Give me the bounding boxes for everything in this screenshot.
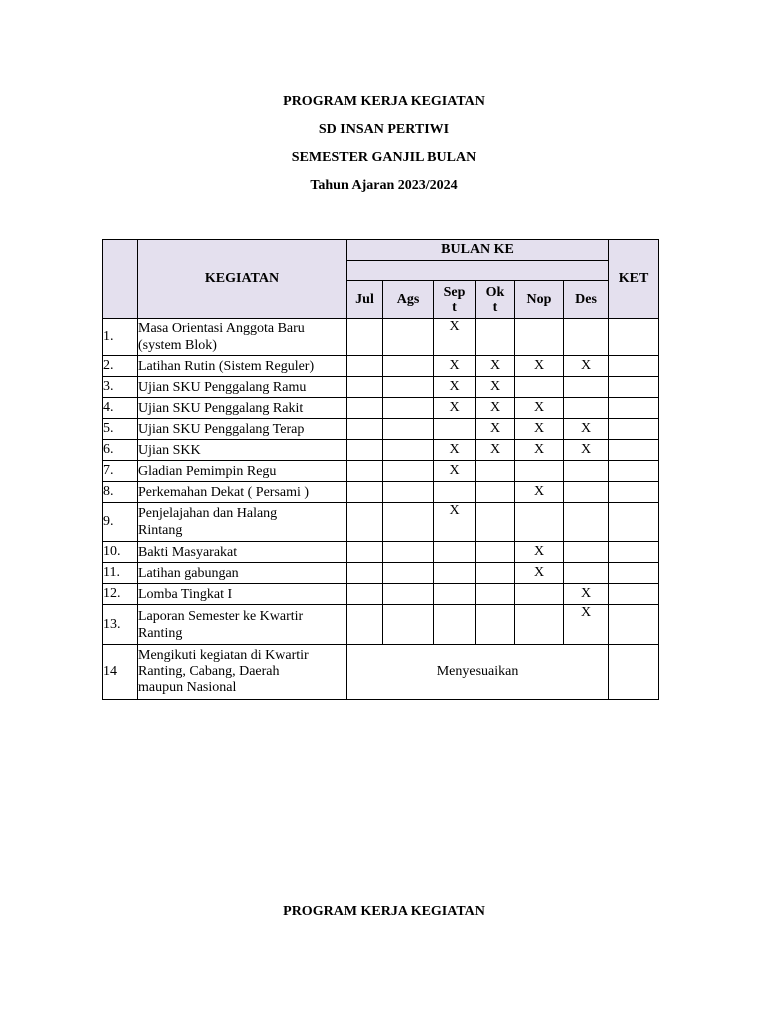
month-mark-cell [383, 398, 434, 419]
header-ket: KET [609, 240, 659, 319]
month-mark-cell [564, 377, 609, 398]
activity-text: Lomba Tingkat I [138, 586, 233, 602]
month-mark-cell: X [434, 461, 476, 482]
ket-cell [609, 398, 659, 419]
ket-cell [609, 503, 659, 542]
activity-cell [138, 398, 347, 419]
activity-text: Bakti Masyarakat [138, 544, 238, 560]
ket-cell [609, 645, 659, 700]
month-mark-cell [383, 440, 434, 461]
month-mark-cell [347, 398, 383, 419]
activity-cell [138, 377, 347, 398]
activity-program-table [102, 239, 659, 700]
month-mark-cell: X [564, 584, 609, 605]
activity-cell [138, 356, 347, 377]
header-month-des: Des [564, 281, 609, 319]
month-mark-cell [434, 605, 476, 645]
activity-cell [138, 482, 347, 503]
month-mark-cell [434, 542, 476, 563]
table-row [103, 482, 659, 503]
month-mark-cell: X [434, 398, 476, 419]
row-number: 8. [103, 482, 138, 503]
month-mark-cell [383, 605, 434, 645]
month-mark-cell: X [515, 419, 564, 440]
month-mark-cell [347, 419, 383, 440]
month-mark-cell: X [515, 563, 564, 584]
month-mark-cell [564, 563, 609, 584]
month-mark-cell: X [434, 356, 476, 377]
month-mark-cell [476, 482, 515, 503]
month-mark-cell [476, 584, 515, 605]
activity-cell [138, 584, 347, 605]
month-mark-cell: X [515, 398, 564, 419]
activity-cell [138, 563, 347, 584]
activity-text: Masa Orientasi Anggota Baru [138, 321, 305, 336]
header-activity: KEGIATAN [138, 240, 347, 319]
month-mark-cell [383, 356, 434, 377]
row-number: 4. [103, 398, 138, 419]
month-mark-cell: X [434, 377, 476, 398]
activity-text-continued: Rintang [138, 523, 183, 538]
activity-cell [138, 503, 347, 542]
activity-text: Mengikuti kegiatan di Kwartir [138, 648, 309, 663]
table-row [103, 440, 659, 461]
activity-text: Latihan Rutin (Sistem Reguler) [138, 358, 315, 374]
month-mark-cell [476, 319, 515, 356]
month-mark-cell [434, 419, 476, 440]
month-mark-cell [347, 584, 383, 605]
table-row [103, 584, 659, 605]
month-mark-cell [347, 356, 383, 377]
header-month-sept: Sep t [434, 281, 476, 319]
month-mark-cell [383, 563, 434, 584]
month-mark-cell [347, 542, 383, 563]
month-mark-cell [434, 482, 476, 503]
month-mark-cell: X [476, 398, 515, 419]
activity-text: Penjelajahan dan Halang [138, 506, 278, 521]
table-row [103, 563, 659, 584]
ket-cell [609, 542, 659, 563]
row-number: 10. [103, 542, 138, 563]
month-mark-cell: X [564, 356, 609, 377]
month-mark-cell [383, 584, 434, 605]
row-number: 7. [103, 461, 138, 482]
month-mark-cell [383, 482, 434, 503]
month-mark-cell [564, 461, 609, 482]
month-mark-cell [347, 377, 383, 398]
activity-text: Latihan gabungan [138, 565, 239, 581]
month-mark-cell [383, 419, 434, 440]
month-mark-cell: X [476, 419, 515, 440]
table-row [103, 319, 659, 356]
activity-text: Gladian Pemimpin Regu [138, 463, 277, 479]
row-number: 13. [103, 605, 138, 645]
activity-cell [138, 419, 347, 440]
activity-text: Laporan Semester ke Kwartir [138, 608, 304, 624]
month-mark-cell [383, 503, 434, 542]
row-number: 9. [103, 503, 138, 542]
month-mark-cell: X [476, 377, 515, 398]
ket-cell [609, 440, 659, 461]
activity-cell [138, 319, 347, 356]
ket-cell [609, 605, 659, 645]
month-mark-cell: X [434, 503, 476, 542]
activity-cell [138, 605, 347, 645]
month-mark-cell [476, 563, 515, 584]
activity-text: Ujian SKU Penggalang Terap [138, 421, 305, 437]
header-month-ags: Ags [383, 281, 434, 319]
month-mark-cell: X [515, 440, 564, 461]
ket-cell [609, 482, 659, 503]
table-row [103, 398, 659, 419]
activity-text: Ujian SKU Penggalang Ramu [138, 379, 307, 395]
month-mark-cell [383, 319, 434, 356]
table-row [103, 461, 659, 482]
month-mark-cell [515, 605, 564, 645]
ket-cell [609, 377, 659, 398]
month-mark-cell [564, 542, 609, 563]
month-mark-cell: X [434, 319, 476, 356]
document-title: PROGRAM KERJA KEGIATAN [283, 94, 485, 109]
activity-text-continued: Ranting [138, 625, 183, 641]
ket-cell [609, 584, 659, 605]
month-mark-cell [476, 605, 515, 645]
month-mark-cell [515, 461, 564, 482]
row-number: 14 [103, 645, 138, 700]
month-mark-cell [564, 398, 609, 419]
activity-text: Ujian SKU Penggalang Rakit [138, 400, 304, 416]
month-mark-cell [515, 319, 564, 356]
ket-cell [609, 319, 659, 356]
ket-cell [609, 563, 659, 584]
activity-text-continued: Ranting, Cabang, Daerah [138, 664, 280, 679]
month-mark-cell [347, 319, 383, 356]
month-mark-cell [564, 503, 609, 542]
table-row [103, 605, 659, 645]
activity-text-continued: maupun Nasional [138, 680, 237, 695]
month-mark-cell: X [476, 440, 515, 461]
ket-cell [609, 356, 659, 377]
month-mark-cell [434, 563, 476, 584]
month-mark-cell: X [515, 356, 564, 377]
month-mark-cell [383, 542, 434, 563]
month-mark-cell [476, 542, 515, 563]
month-mark-cell [515, 584, 564, 605]
header-month-spacer [347, 261, 609, 281]
month-mark-cell: X [564, 419, 609, 440]
month-mark-cell [434, 584, 476, 605]
row-number: 6. [103, 440, 138, 461]
table-row [103, 377, 659, 398]
row-number: 3. [103, 377, 138, 398]
footer-title: PROGRAM KERJA KEGIATAN [283, 904, 485, 919]
month-mark-cell [476, 503, 515, 542]
table-row [103, 503, 659, 542]
header-number [103, 240, 138, 319]
month-mark-cell [476, 461, 515, 482]
ket-cell [609, 461, 659, 482]
academic-year: Tahun Ajaran 2023/2024 [310, 178, 458, 193]
row-number: 5. [103, 419, 138, 440]
month-mark-cell: X [564, 605, 609, 645]
month-mark-cell [347, 563, 383, 584]
header-month-okt: Ok t [476, 281, 515, 319]
month-mark-cell: X [515, 482, 564, 503]
month-mark-cell [564, 482, 609, 503]
month-mark-cell [347, 482, 383, 503]
activity-cell [138, 645, 347, 700]
activity-cell [138, 440, 347, 461]
activity-text-continued: (system Blok) [138, 338, 217, 353]
activity-cell [138, 542, 347, 563]
header-month-jul: Jul [347, 281, 383, 319]
table-row [103, 542, 659, 563]
month-mark-cell [347, 440, 383, 461]
table-row [103, 356, 659, 377]
header-month-nop: Nop [515, 281, 564, 319]
month-mark-cell [383, 461, 434, 482]
school-name: SD INSAN PERTIWI [318, 122, 450, 137]
activity-text: Perkemahan Dekat ( Persami ) [138, 484, 310, 500]
month-mark-cell [383, 377, 434, 398]
ket-cell [609, 419, 659, 440]
month-mark-cell [347, 503, 383, 542]
activity-cell [138, 461, 347, 482]
month-mark-cell [515, 503, 564, 542]
month-mark-cell [347, 461, 383, 482]
header-month-group: BULAN KE [347, 240, 609, 261]
table-row [103, 645, 659, 700]
month-mark-cell: X [515, 542, 564, 563]
row-number: 1. [103, 319, 138, 356]
merged-schedule-cell: Menyesuaikan [347, 645, 609, 700]
month-mark-cell [347, 605, 383, 645]
row-number: 2. [103, 356, 138, 377]
month-mark-cell: X [476, 356, 515, 377]
month-mark-cell [515, 377, 564, 398]
row-number: 11. [103, 563, 138, 584]
semester-heading: SEMESTER GANJIL BULAN [291, 150, 477, 165]
month-mark-cell: X [434, 440, 476, 461]
table-row [103, 419, 659, 440]
activity-text: Ujian SKK [138, 442, 201, 458]
month-mark-cell: X [564, 440, 609, 461]
row-number: 12. [103, 584, 138, 605]
month-mark-cell [564, 319, 609, 356]
